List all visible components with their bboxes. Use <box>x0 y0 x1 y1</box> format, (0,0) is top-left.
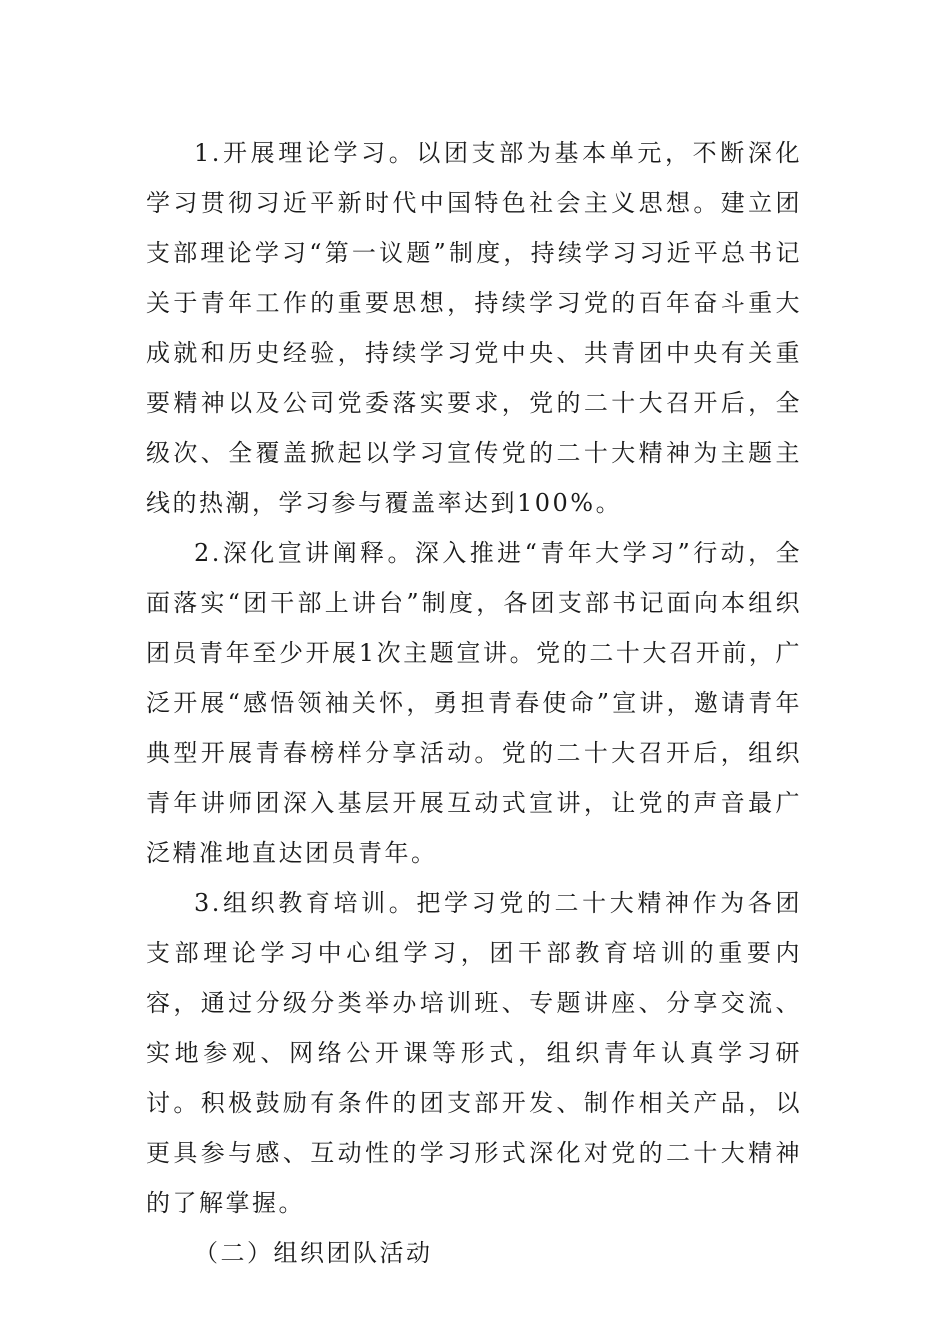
paragraph-theory-study: 1.开展理论学习。以团支部为基本单元，不断深化学习贯彻习近平新时代中国特色社会主义思想。建立团支部理论学习“第一议题”制度，持续学习习近平总书记关于青年工作的重要思想，持续学习党的百年奋斗重大成就和历史经验，持续学习党中央、共青团中央有关重要精神以及公司党委落实要求，党的二十大召开后，全级次、全覆盖掀起以学习宣传党的二十大精神为主题主线的热潮，学习参与覆盖率达到100%。 <box>146 139 802 517</box>
section-heading: （二）组织团队活动 <box>194 1239 433 1267</box>
paragraph-lecture-interpretation: 2.深化宣讲阐释。深入推进“青年大学习”行动，全面落实“团干部上讲台”制度，各团支部书记面向本组织团员青年至少开展1次主题宣讲。党的二十大召开前，广泛开展“感悟领袖关怀，勇担青春使命”宣讲，邀请青年典型开展青春榜样分享活动。党的二十大召开后，组织青年讲师团深入基层开展互动式宣讲，让党的声音最广泛精准地直达团员青年。 <box>146 539 802 867</box>
document-body <box>146 128 802 1278</box>
paragraph-education-training: 3.组织教育培训。把学习党的二十大精神作为各团支部理论学习中心组学习，团干部教育培训的重要内容，通过分级分类举办培训班、专题讲座、分享交流、实地参观、网络公开课等形式，组织青年认真学习研讨。积极鼓励有条件的团支部开发、制作相关产品，以更具参与感、互动性的学习形式深化对党的二十大精神的了解掌握。 <box>146 889 802 1217</box>
